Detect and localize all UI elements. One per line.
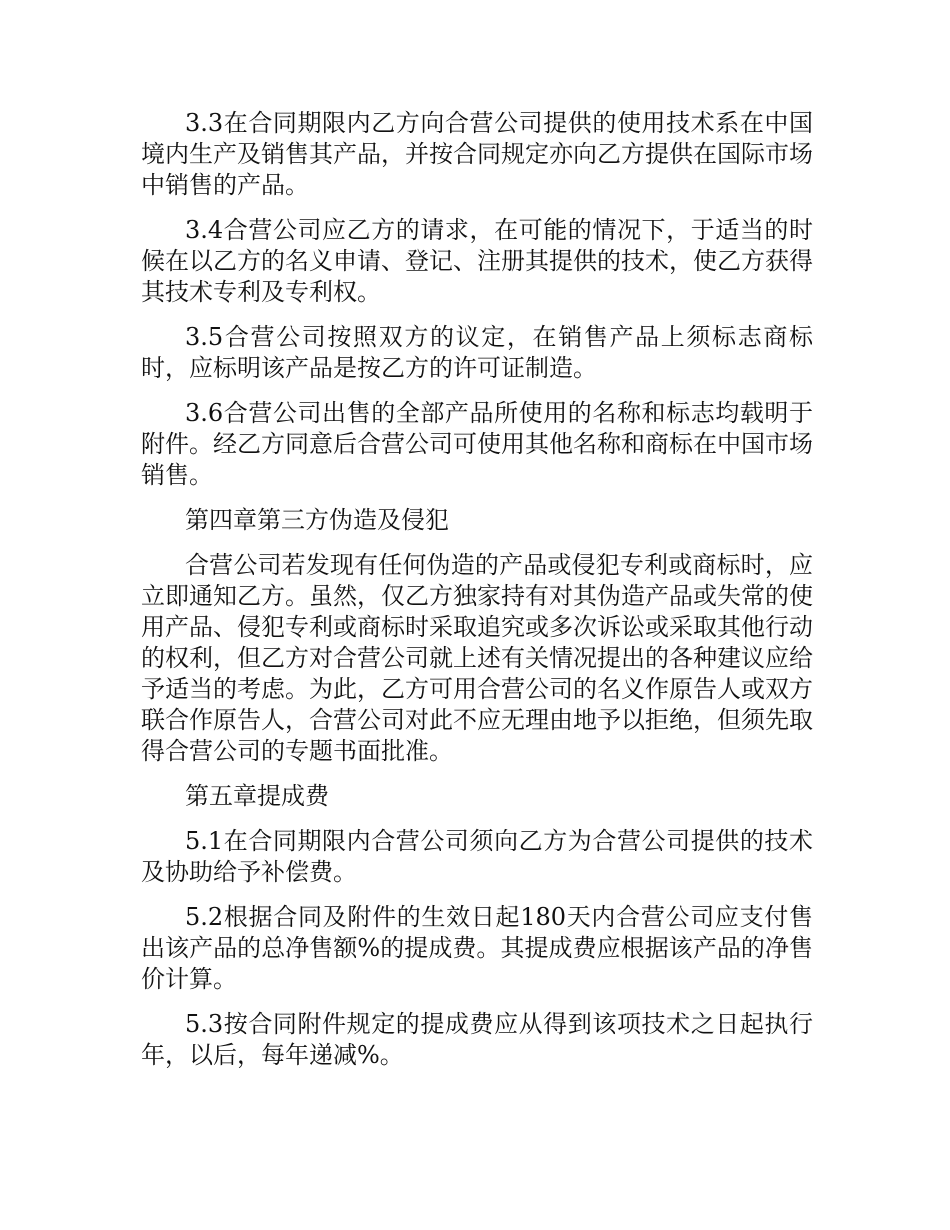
clause-3-5: 3.5合营公司按照双方的议定，在销售产品上须标志商标时，应标明该产品是按乙方的许可证制造。: [141, 323, 813, 382]
clause-5-3: 5.3按合同附件规定的提成费应从得到该项技术之日起执行年，以后，每年递减%。: [141, 1010, 813, 1069]
clause-3-4: 3.4合营公司应乙方的请求，在可能的情况下，于适当的时候在以乙方的名义申请、登记、注册其提供的技术，使乙方获得其技术专利及专利权。: [141, 216, 813, 306]
clause-3-3: 3.3在合同期限内乙方向合营公司提供的使用技术系在中国境内生产及销售其产品，并按合同规定亦向乙方提供在国际市场中销售的产品。: [141, 109, 813, 199]
clause-3-6: 3.6合营公司出售的全部产品所使用的名称和标志均载明于附件。经乙方同意后合营公司可使用其他名称和商标在中国市场销售。: [141, 399, 813, 489]
clause-5-1: 5.1在合同期限内合营公司须向乙方为合营公司提供的技术及协助给予补偿费。: [141, 827, 813, 886]
chapter-4-heading: 第四章第三方伪造及侵犯: [185, 506, 449, 534]
chapter-4-body: 合营公司若发现有任何伪造的产品或侵犯专利或商标时，应立即通知乙方。虽然，仅乙方独家持有对其伪造产品或失常的使用产品、侵犯专利或商标时采取追究或多次诉讼或采取其他行动的权利，但乙方对合营公司就上述有关情况提出的各种建议应给予适当的考虑。为此，乙方可用合营公司的名义作原告人或双方联合作原告人，合营公司对此不应无理由地予以拒绝，但须先取得合营公司的专题书面批准。: [141, 551, 813, 765]
document-page: [141, 108, 813, 1085]
chapter-5-heading: 第五章提成费: [185, 782, 329, 810]
clause-5-2: 5.2根据合同及附件的生效日起180天内合营公司应支付售出该产品的总净售额%的提成费。其提成费应根据该产品的净售价计算。: [141, 903, 813, 993]
